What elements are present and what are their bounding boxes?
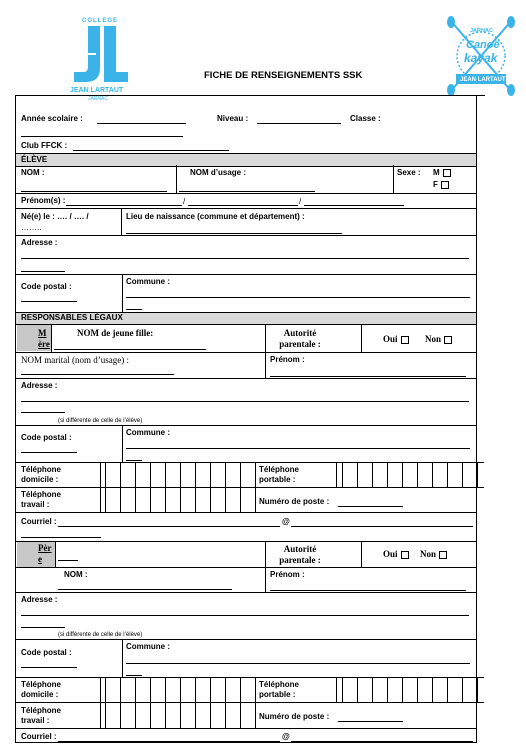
- logo-canoe: Canoë: [466, 39, 500, 51]
- logo-jarnac: JARNAC: [470, 28, 493, 34]
- mere-prenom-label: Prénom :: [270, 355, 305, 364]
- pere-note: (si différente de celle de l’élève): [58, 632, 143, 638]
- label-adresse: Adresse :: [21, 238, 58, 247]
- section-responsables-title: RESPONSABLES LÉGAUX: [21, 313, 123, 322]
- mere-non-label: Non: [425, 334, 442, 344]
- mere-tel-port-label: Téléphone portable :: [259, 465, 300, 484]
- commune-field-2[interactable]: [126, 309, 142, 310]
- label-nom: NOM :: [21, 168, 45, 177]
- mere-code-postal-field[interactable]: [21, 452, 77, 453]
- adresse-line-1[interactable]: [21, 258, 469, 259]
- mere-courriel-cont[interactable]: [21, 537, 101, 538]
- sexe-m-label: M: [433, 168, 440, 177]
- niveau-field[interactable]: [257, 123, 341, 124]
- label-club-ffck: Club FFCK :: [21, 141, 68, 150]
- pere-nom-naissance-field[interactable]: [58, 560, 78, 561]
- pere-courriel-label: Courriel :: [21, 732, 57, 741]
- mere-prenom-field[interactable]: [270, 376, 466, 377]
- pere-at: @: [282, 732, 290, 741]
- pere-adresse-line-2[interactable]: [21, 627, 65, 628]
- label-ne-le: Né(e) le : …. / …. /: [21, 212, 89, 221]
- club-ffck-field[interactable]: [73, 150, 229, 151]
- mere-tel-dom-label: Téléphone domicile :: [21, 465, 62, 484]
- nom-usage-field[interactable]: [179, 191, 315, 192]
- logo-name: JEAN LARTAUT: [70, 87, 124, 94]
- mere-code-postal-label: Code postal :: [21, 433, 72, 442]
- canoe-kayak-logo: [442, 16, 520, 96]
- pere-commune-label: Commune :: [126, 642, 170, 651]
- lieu-naissance-field[interactable]: [126, 233, 342, 234]
- mere-commune-label: Commune :: [126, 428, 170, 437]
- label-classe: Classe :: [350, 114, 381, 123]
- slash-1: /: [183, 197, 186, 206]
- pere-tel-travail-label: Téléphone travail :: [21, 706, 62, 725]
- mere-oui-checkbox[interactable]: [401, 336, 409, 344]
- pere-adresse-label: Adresse :: [21, 595, 58, 604]
- logo-right-name: JEAN LARTAUT: [460, 77, 506, 83]
- jl-letters-icon: [66, 24, 134, 86]
- mere-non[interactable]: [425, 334, 452, 344]
- mere-courriel-label: Courriel :: [21, 517, 57, 526]
- mere-autorite-label: Autorité parentale :: [279, 328, 321, 349]
- slash-2: /: [299, 197, 302, 206]
- label-nom-usage: NOM d’usage :: [190, 168, 247, 177]
- pere-courriel-domain[interactable]: [291, 741, 473, 742]
- mere-courriel-local[interactable]: [58, 526, 280, 527]
- code-postal-field[interactable]: [21, 301, 77, 302]
- mere-tel-travail-label: Téléphone travail :: [21, 490, 62, 509]
- mere-note: (si différente de celle de l’élève): [58, 418, 143, 424]
- logo-kayak: kayak: [464, 51, 498, 65]
- college-logo: [66, 16, 134, 100]
- mere-commune-field[interactable]: [126, 448, 470, 449]
- annee-scolaire-field[interactable]: [97, 123, 186, 124]
- section-eleve-title: ÉLÈVE: [21, 155, 48, 164]
- pere-non[interactable]: [420, 549, 447, 559]
- label-nom-marital: NOM marital (nom d’usage) :: [21, 355, 129, 365]
- logo-city: JARNAC: [88, 96, 109, 102]
- pere-oui-checkbox[interactable]: [401, 551, 409, 559]
- pere-adresse-line-1[interactable]: [21, 615, 469, 616]
- label-nom-jeune-fille: NOM de jeune fille:: [77, 328, 154, 338]
- sexe-f-label: F: [433, 180, 438, 189]
- mere-non-checkbox[interactable]: [444, 336, 452, 344]
- pere-prenom-field[interactable]: [270, 590, 466, 591]
- adresse-line-2[interactable]: [21, 271, 65, 272]
- checkbox-f[interactable]: [441, 181, 449, 189]
- pere-nom-label: NOM :: [64, 570, 88, 579]
- pere-non-label: Non: [420, 549, 437, 559]
- commune-field[interactable]: [126, 297, 470, 298]
- checkbox-m[interactable]: [443, 169, 451, 177]
- pere-code-postal-field[interactable]: [21, 667, 77, 668]
- mere-poste-label: Numéro de poste :: [259, 497, 330, 506]
- pere-oui-label: Oui: [383, 549, 398, 559]
- pere-code-postal-label: Code postal :: [21, 648, 72, 657]
- sexe-m[interactable]: [433, 168, 451, 178]
- prenom1-field[interactable]: [66, 205, 182, 206]
- mere-adresse-line-2[interactable]: [21, 412, 65, 413]
- mere-label: Mère: [38, 328, 50, 349]
- pere-tel-dom-digits[interactable]: [100, 677, 256, 702]
- nom-marital-field[interactable]: [21, 374, 174, 375]
- label-prenoms: Prénom(s) :: [21, 196, 66, 205]
- classe-field-2[interactable]: [21, 136, 183, 137]
- logo-college-text: COLLEGE: [82, 18, 119, 24]
- mere-tel-port-digits[interactable]: [336, 462, 485, 487]
- pere-tel-port-digits[interactable]: [336, 677, 485, 702]
- pere-courriel-local[interactable]: [58, 741, 280, 742]
- label-niveau: Niveau :: [217, 114, 249, 123]
- mere-at: @: [282, 517, 290, 526]
- pere-oui[interactable]: [383, 549, 409, 559]
- ne-le-cont: ……..: [21, 223, 42, 232]
- form-title: FICHE DE RENSEIGNEMENTS SSK: [204, 70, 363, 81]
- mere-adresse-line-1[interactable]: [21, 401, 469, 402]
- pere-poste-label: Numéro de poste :: [259, 712, 330, 721]
- pere-poste-field[interactable]: [338, 721, 403, 722]
- sexe-f[interactable]: [433, 180, 449, 190]
- mere-poste-field[interactable]: [338, 506, 403, 507]
- pere-label: Père: [38, 543, 52, 564]
- pere-prenom-label: Prénom :: [270, 570, 305, 579]
- pere-tel-dom-label: Téléphone domicile :: [21, 680, 62, 699]
- mere-oui[interactable]: [383, 334, 409, 344]
- pere-commune-field[interactable]: [126, 663, 470, 664]
- pere-autorite-label: Autorité parentale :: [279, 544, 321, 565]
- label-lieu-naissance: Lieu de naissance (commune et département) :: [126, 212, 305, 221]
- pere-commune-field-2[interactable]: [126, 675, 142, 676]
- mere-tel-travail-digits[interactable]: [100, 487, 256, 512]
- mere-commune-field-2[interactable]: [126, 460, 142, 461]
- prenom3-field[interactable]: [304, 205, 404, 206]
- pere-tel-port-label: Téléphone portable :: [259, 680, 300, 699]
- label-annee-scolaire: Année scolaire :: [21, 114, 83, 123]
- mere-tel-dom-digits[interactable]: [100, 462, 256, 487]
- mere-courriel-domain[interactable]: [291, 526, 473, 527]
- label-sexe: Sexe :: [397, 168, 421, 177]
- label-commune: Commune :: [126, 277, 170, 286]
- pere-tel-travail-digits[interactable]: [100, 702, 256, 728]
- prenom2-field[interactable]: [188, 205, 298, 206]
- nom-field[interactable]: [21, 191, 167, 192]
- mere-oui-label: Oui: [383, 334, 398, 344]
- pere-non-checkbox[interactable]: [439, 551, 447, 559]
- pere-nom-field[interactable]: [58, 589, 232, 590]
- nom-jeune-fille-field[interactable]: [54, 349, 206, 350]
- label-code-postal: Code postal :: [21, 282, 72, 291]
- mere-adresse-label: Adresse :: [21, 381, 58, 390]
- section-eleve: [16, 153, 476, 167]
